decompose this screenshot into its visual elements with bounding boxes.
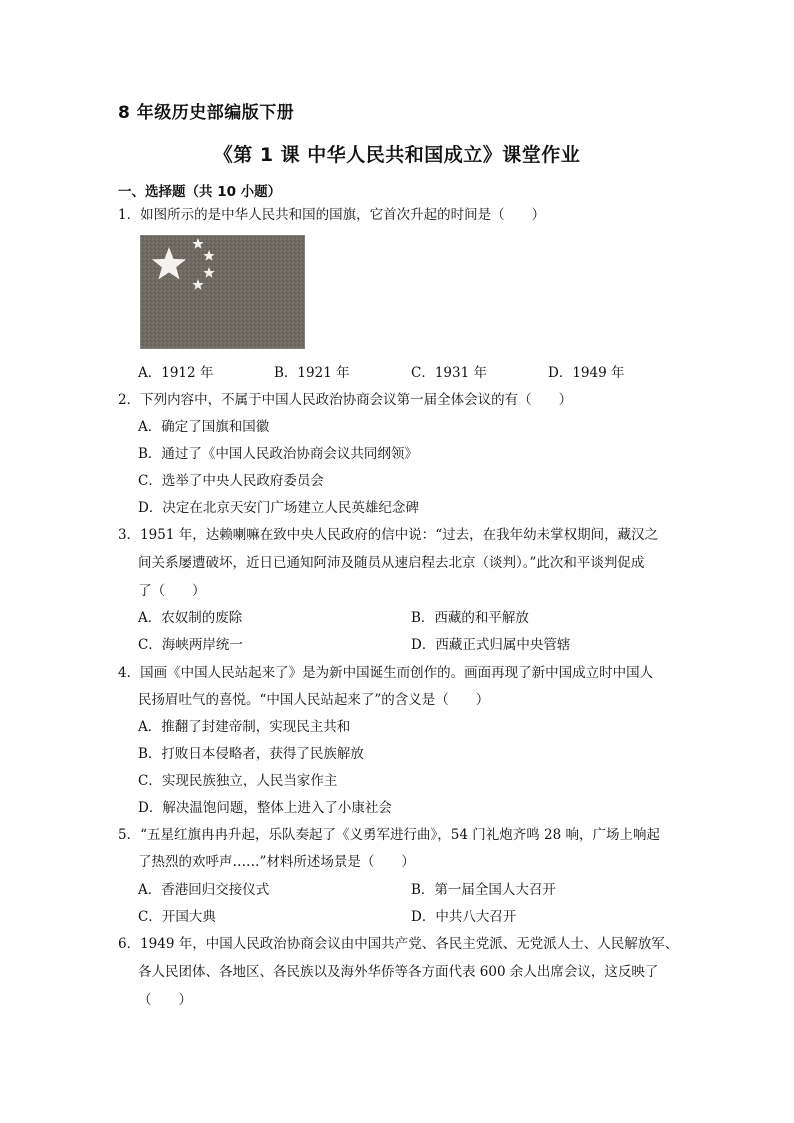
question-5-option-a: A．香港回归交接仪式: [138, 882, 270, 898]
question-5-stem-line-2: 了热烈的欢呼声……”材料所述场景是（ ）: [138, 854, 415, 870]
question-2-option-a: A．确定了国旗和国徽: [138, 419, 270, 435]
question-6-stem-line-3: （ ）: [138, 992, 192, 1008]
question-2-option-c: C．选举了中央人民政府委员会: [138, 473, 324, 489]
question-4-option-b: B．打败日本侵略者，获得了民族解放: [138, 746, 364, 762]
question-2-option-d: D．决定在北京天安门广场建立人民英雄纪念碑: [138, 500, 419, 516]
question-1-option-a: A．1912 年: [138, 365, 214, 381]
lesson-title: 《第 1 课 中华人民共和国成立》课堂作业: [213, 144, 581, 166]
question-2-stem: 2．下列内容中，不属于中国人民政治协商会议第一届全体会议的有（ ）: [118, 392, 573, 408]
question-4-stem-line-1: 4．国画《中国人民站起来了》是为新中国诞生而创作的。画面再现了新中国成立时中国人: [118, 665, 654, 681]
grade-title: 8 年级历史部编版下册: [118, 103, 295, 123]
question-3-option-c: C．海峡两岸统一: [138, 637, 243, 653]
question-6-stem-line-1: 6．1949 年，中国人民政治协商会议由中国共产党、各民主党派、无党派人士、人民解放军、: [118, 936, 679, 952]
question-5-option-c: C．开国大典: [138, 909, 216, 925]
question-3-option-b: B．西藏的和平解放: [411, 610, 529, 626]
question-3-stem-line-3: 了（ ）: [138, 583, 206, 599]
question-3-stem-line-1: 3．1951 年，达赖喇嘛在致中央人民政府的信中说：“过去，在我年幼未掌权期间，藏汉之: [118, 527, 659, 543]
national-flag-image: [140, 235, 305, 349]
question-3-option-d: D．西藏正式归属中央管辖: [411, 637, 571, 653]
question-6-stem-line-2: 各人民团体、各地区、各民族以及海外华侨等各方面代表 600 余人出席会议，这反映了: [138, 964, 659, 980]
question-1-option-d: D．1949 年: [548, 365, 625, 381]
question-4-option-d: D．解决温饱问题，整体上进入了小康社会: [138, 800, 392, 816]
question-4-stem-line-2: 民扬眉吐气的喜悦。“中国人民站起来了”的含义是（ ）: [138, 692, 490, 708]
question-1-option-c: C．1931 年: [411, 365, 487, 381]
question-5-stem-line-1: 5．“五星红旗冉冉升起，乐队奏起了《义勇军进行曲》，54 门礼炮齐鸣 28 响，广场上响起: [118, 827, 660, 843]
question-5-option-b: B．第一届全国人大召开: [411, 882, 556, 898]
question-4-option-a: A．推翻了封建帝制，实现民主共和: [138, 719, 351, 735]
question-1-option-b: B．1921 年: [274, 365, 350, 381]
question-3-stem-line-2: 间关系屡遭破坏，近日已通知阿沛及随员从速启程去北京（谈判）。”此次和平谈判促成: [138, 555, 645, 571]
question-2-option-b: B．通过了《中国人民政治协商会议共同纲领》: [138, 446, 418, 462]
section-title: 一、选择题（共 10 小题）: [118, 184, 282, 200]
question-4-option-c: C．实现民族独立，人民当家作主: [138, 773, 338, 789]
question-1-stem: 1．如图所示的是中华人民共和国的国旗，它首次升起的时间是（ ）: [118, 207, 546, 223]
question-5-option-d: D．中共八大召开: [411, 909, 517, 925]
question-3-option-a: A．农奴制的废除: [138, 610, 243, 626]
